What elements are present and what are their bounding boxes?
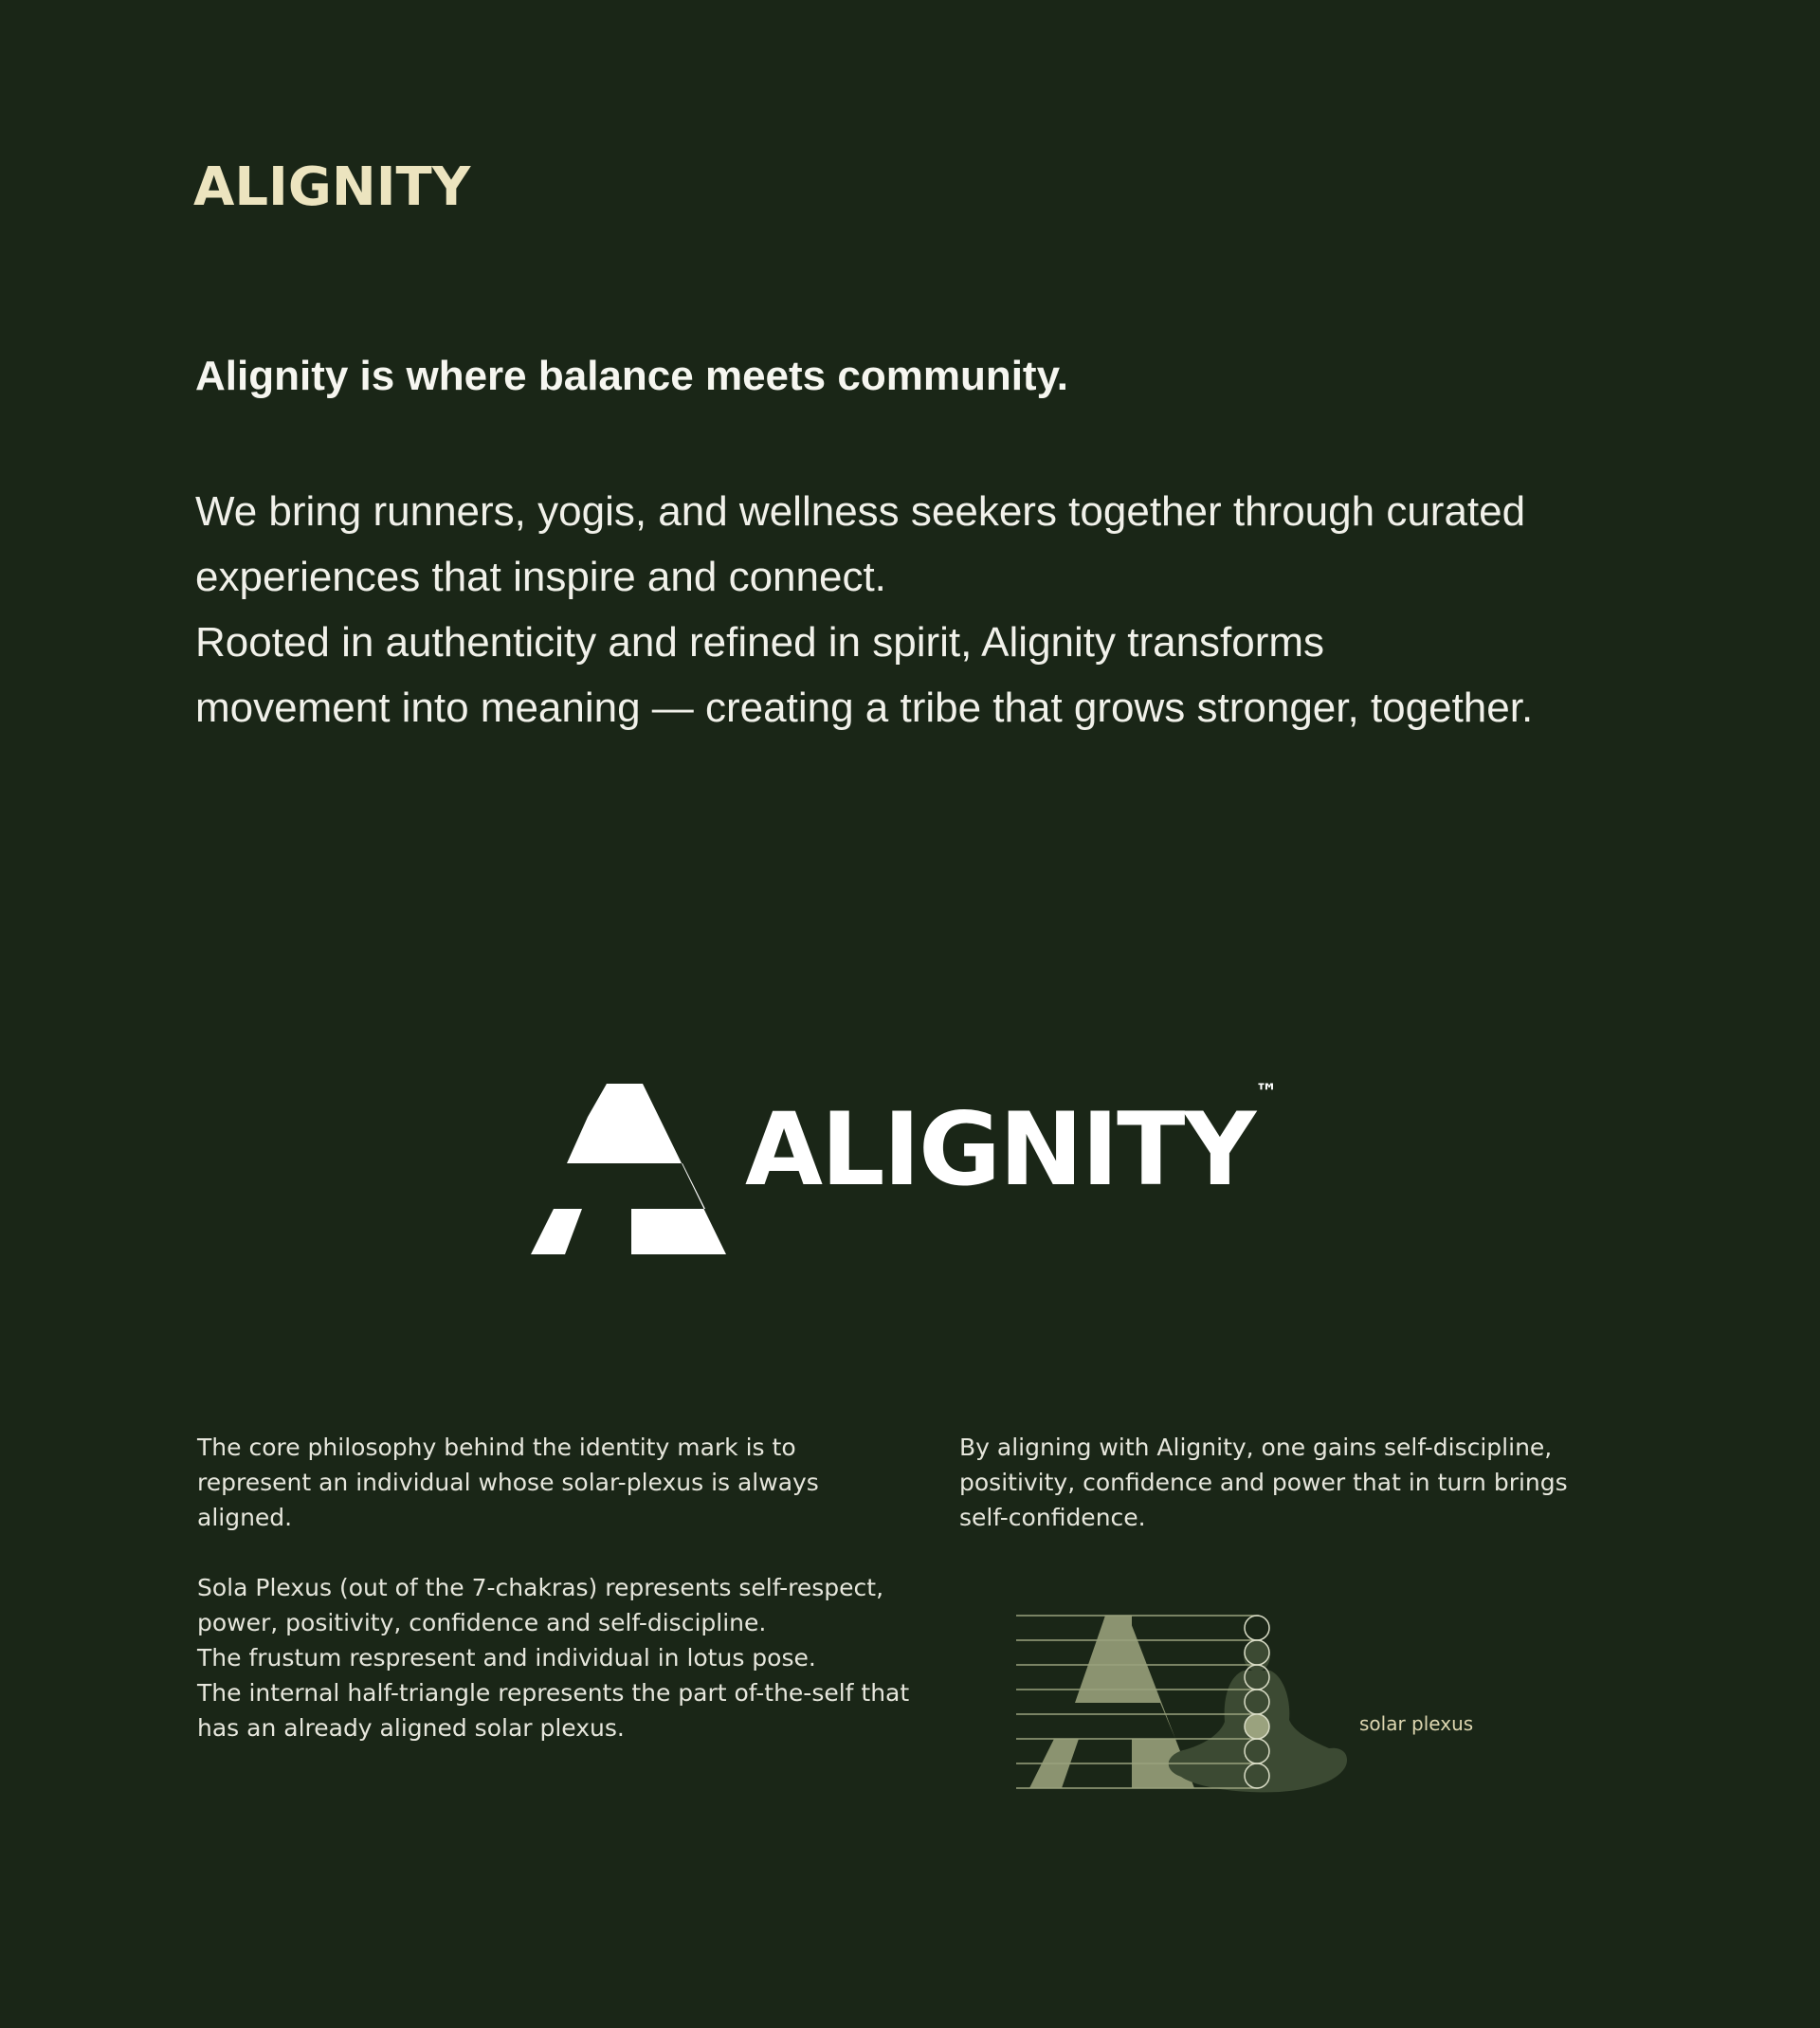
text-line: Sola Plexus (out of the 7-chakras) represents self-respect,: [197, 1574, 884, 1601]
alignity-frustum-icon: [531, 1084, 726, 1254]
trademark-symbol: ™: [1255, 1079, 1278, 1105]
text-line: The internal half-triangle represents the part of-the-self that: [197, 1679, 910, 1707]
intro-line: movement into meaning — creating a tribe that grows stronger, together.: [195, 685, 1534, 731]
chakra-circle: [1245, 1616, 1269, 1640]
brand-title: ALIGNITY: [193, 156, 471, 218]
text-line: By aligning with Alignity, one gains self-discipline,: [959, 1434, 1553, 1461]
intro-line: We bring runners, yogis, and wellness seekers together through curated: [195, 488, 1526, 535]
solar-plexus-diagram: [1012, 1608, 1354, 1807]
text-line: The frustum respresent and individual in lotus pose.: [197, 1644, 816, 1672]
logo-lockup: [531, 1081, 1299, 1256]
alignment-paragraph: [959, 1430, 1623, 1535]
text-line: self-confidence.: [959, 1504, 1146, 1531]
logo-wordmark: ALIGNITY: [745, 1091, 1255, 1208]
solar-plexus-chakra: [1245, 1714, 1269, 1739]
intro-line: Rooted in authenticity and refined in spirit, Alignity transforms: [195, 619, 1325, 666]
philosophy-right-column: [959, 1430, 1623, 1535]
intro-paragraph: [195, 479, 1712, 740]
text-line: The core philosophy behind the identity mark is to: [197, 1434, 796, 1461]
philosophy-paragraph: [197, 1430, 918, 1535]
intro-line: experiences that inspire and connect.: [195, 554, 886, 600]
text-line: power, positivity, confidence and self-discipline.: [197, 1609, 767, 1636]
tagline: Alignity is where balance meets community.: [195, 353, 1069, 399]
text-line: positivity, confidence and power that in turn brings: [959, 1469, 1568, 1496]
solar-plexus-label: solar plexus: [1359, 1712, 1474, 1735]
text-line: aligned.: [197, 1504, 293, 1531]
text-line: represent an individual whose solar-plexus is always: [197, 1469, 819, 1496]
chakra-paragraph: [197, 1570, 918, 1745]
logo-mark-outer-frustum: [567, 1084, 726, 1254]
philosophy-left-column: [197, 1430, 918, 1745]
logo-mark-left-leg: [531, 1209, 582, 1254]
text-line: has an already aligned solar plexus.: [197, 1714, 625, 1742]
